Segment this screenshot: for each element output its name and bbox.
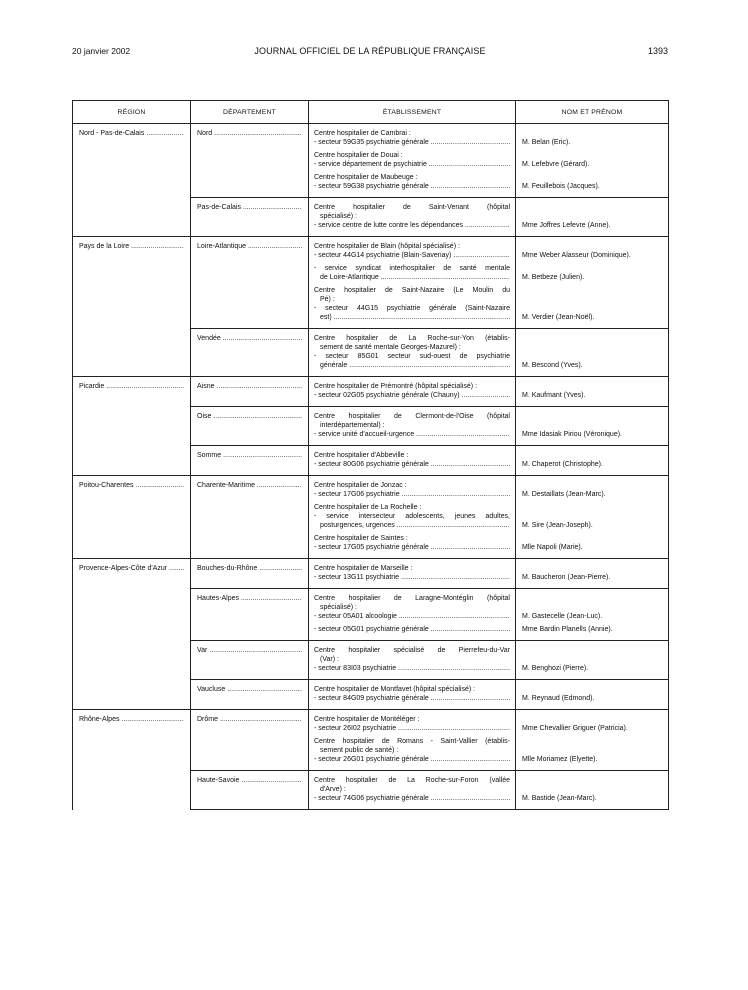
- department-cell: [191, 771, 309, 810]
- establishment-line: - secteur 74G06 psychiatrie générale .....: [314, 794, 510, 803]
- establishment-line: sement public de santé) :: [320, 747, 399, 754]
- spacer: [522, 534, 663, 543]
- department-name: Hautes-Alpes .....: [197, 594, 302, 603]
- table-row: [73, 559, 669, 589]
- establishment-line: Centre hospitalier de Saintes :: [314, 535, 408, 542]
- spacer: [522, 264, 663, 273]
- establishment-line: - secteur 84G09 psychiatrie générale .....: [314, 694, 510, 703]
- person-cell: [516, 377, 669, 407]
- region-name: Rhône-Alpes .....: [79, 715, 184, 724]
- person-name: M. Lefebvre (Gérard).: [522, 161, 590, 168]
- table-row: [73, 124, 669, 198]
- region-cell: [73, 710, 191, 810]
- establishment-entry: [314, 685, 510, 703]
- person-entry: [522, 451, 663, 469]
- person-name: M. Verdier (Jean-Noël).: [522, 314, 595, 321]
- establishment-line: - service département de psychiatrie .....: [314, 160, 510, 169]
- department-cell: [191, 377, 309, 407]
- person-name: M. Bescond (Yves).: [522, 362, 583, 369]
- department-name: Vaucluse .....: [197, 685, 302, 694]
- spacer: [522, 382, 663, 391]
- establishment-entry: [314, 737, 510, 764]
- establishment-line: Centre hospitalier de Jonzac :: [314, 482, 407, 489]
- establishment-line: Centre hospitalier de La Roche-sur-Foron (vallée: [314, 777, 510, 784]
- person-cell: [516, 329, 669, 377]
- establishment-cell: [309, 641, 516, 680]
- establishment-line: - secteur 26I02 psychiatrie .....: [314, 724, 510, 733]
- establishment-entry: [314, 646, 510, 673]
- establishment-entry: [314, 503, 510, 530]
- establishment-entry: [314, 286, 510, 322]
- establishment-line: Centre hospitalier de Saint-Venant (hôpital: [314, 204, 510, 211]
- person-cell: [516, 407, 669, 446]
- establishment-entry: [314, 715, 510, 733]
- establishment-line: spécialisé) :: [320, 604, 357, 611]
- region-name: Pays de la Loire .....: [79, 242, 184, 251]
- spacer: [522, 512, 663, 521]
- establishment-line: - secteur 13G11 psychiatrie .....: [314, 573, 510, 582]
- spacer: [522, 212, 663, 221]
- spacer: [522, 746, 663, 755]
- table-row: [73, 237, 669, 329]
- establishment-entry: [314, 451, 510, 469]
- table-body: [73, 124, 669, 810]
- nominations-table: [72, 100, 669, 810]
- person-name: M. Chaperot (Christophe).: [522, 461, 603, 468]
- person-cell: [516, 680, 669, 710]
- spacer: [522, 129, 663, 138]
- person-entry: [522, 203, 663, 230]
- establishment-entry: [314, 625, 510, 634]
- establishment-cell: [309, 771, 516, 810]
- department-name: Vendée .....: [197, 334, 302, 343]
- spacer: [522, 286, 663, 295]
- establishment-line: Centre hospitalier de Cambrai :: [314, 130, 411, 137]
- person-name: Mlle Napoli (Marie).: [522, 544, 583, 551]
- spacer: [522, 564, 663, 573]
- establishment-entry: [314, 203, 510, 230]
- person-cell: [516, 559, 669, 589]
- establishment-cell: [309, 407, 516, 446]
- person-cell: [516, 589, 669, 641]
- column-header-region: RÉGION: [73, 101, 191, 124]
- department-name: Somme .....: [197, 451, 302, 460]
- spacer: [522, 685, 663, 694]
- establishment-entry: [314, 334, 510, 370]
- establishment-line: - secteur 05G01 psychiatrie générale .....: [314, 625, 510, 634]
- spacer: [522, 451, 663, 460]
- person-cell: [516, 771, 669, 810]
- person-name: M. Benghozi (Pierre).: [522, 665, 589, 672]
- region-name: Poitou-Charentes .....: [79, 481, 184, 490]
- establishment-line: - secteur 05A01 alcoologie .....: [314, 612, 510, 621]
- person-name: Mme Joffres Lefevre (Anne).: [522, 222, 611, 229]
- department-name: Haute-Savoie .....: [197, 776, 302, 785]
- department-cell: [191, 476, 309, 559]
- establishment-entry: [314, 564, 510, 582]
- person-entry: [522, 564, 663, 582]
- person-entry: [522, 776, 663, 803]
- establishment-line: Centre hospitalier de La Roche-sur-Yon (établis-: [314, 335, 510, 342]
- establishment-line: - service unité d'accueil-urgence .....: [314, 430, 510, 439]
- spacer: [522, 481, 663, 490]
- table-header-row: [73, 101, 669, 124]
- person-entry: [522, 286, 663, 322]
- establishment-line: sement de santé mentale Georges-Mazurel) :: [320, 344, 461, 351]
- establishment-line: posturgences, urgences .....: [314, 521, 510, 530]
- person-entry: [522, 715, 663, 733]
- department-cell: [191, 641, 309, 680]
- spacer: [522, 334, 663, 343]
- establishment-cell: [309, 476, 516, 559]
- spacer: [522, 242, 663, 251]
- establishment-line: Centre hospitalier de Laragne-Montéglin (hôpital: [314, 595, 510, 602]
- person-cell: [516, 198, 669, 237]
- department-name: Bouches-du-Rhône .....: [197, 564, 302, 573]
- person-entry: [522, 412, 663, 439]
- establishment-entry: [314, 382, 510, 400]
- establishment-line: Centre hospitalier de Saint-Nazaire (Le Moulin du: [314, 287, 510, 294]
- establishment-line: Pé) :: [320, 296, 335, 303]
- spacer: [522, 173, 663, 182]
- person-entry: [522, 334, 663, 370]
- person-name: M. Gastecelle (Jean-Luc).: [522, 613, 603, 620]
- establishment-line: d'Arve) :: [320, 786, 346, 793]
- person-name: M. Kaufmant (Yves).: [522, 392, 586, 399]
- person-entry: [522, 625, 663, 634]
- region-cell: [73, 559, 191, 710]
- establishment-line: - service syndicat interhospitalier de santé mentale: [314, 265, 510, 272]
- person-cell: [516, 237, 669, 329]
- person-entry: [522, 503, 663, 530]
- establishment-line: - secteur 44G14 psychiatrie (Blain-Savenay) .....: [314, 251, 510, 260]
- spacer: [522, 776, 663, 785]
- establishment-entry: [314, 173, 510, 191]
- department-cell: [191, 680, 309, 710]
- column-header-nom-prenom: NOM ET PRÉNOM: [516, 101, 669, 124]
- spacer: [522, 343, 663, 352]
- person-entry: [522, 173, 663, 191]
- department-cell: [191, 446, 309, 476]
- spacer: [522, 503, 663, 512]
- person-name: Mlle Moriamez (Elyette).: [522, 756, 598, 763]
- department-name: Drôme .....: [197, 715, 302, 724]
- person-name: M. Belan (Eric).: [522, 139, 571, 146]
- spacer: [522, 594, 663, 603]
- establishment-line: (Var) :: [320, 656, 339, 663]
- page-number: 1393: [647, 46, 668, 56]
- department-cell: [191, 124, 309, 198]
- department-cell: [191, 559, 309, 589]
- person-name: Mme Chevallier Griguer (Patricia).: [522, 725, 628, 732]
- journal-title: JOURNAL OFFICIEL DE LA RÉPUBLIQUE FRANÇAISE: [254, 46, 486, 56]
- column-header-departement: DÉPARTEMENT: [191, 101, 309, 124]
- department-name: Aisne .....: [197, 382, 302, 391]
- establishment-cell: [309, 377, 516, 407]
- department-name: Charente-Maritime .....: [197, 481, 302, 490]
- publication-date: 20 janvier 2002: [72, 46, 131, 56]
- establishment-cell: [309, 198, 516, 237]
- table-row: [73, 377, 669, 407]
- establishment-line: - service intersecteur adolescents, jeunes adultes,: [314, 513, 510, 520]
- person-entry: [522, 481, 663, 499]
- establishment-line: de Loire-Atlantique .....: [314, 273, 510, 282]
- establishment-line: Centre hospitalier de La Rochelle :: [314, 504, 422, 511]
- establishment-line: spécialisé) :: [320, 213, 357, 220]
- spacer: [522, 655, 663, 664]
- establishment-cell: [309, 124, 516, 198]
- department-name: Nord .....: [197, 129, 302, 138]
- establishment-line: - secteur 59G38 psychiatrie générale .....: [314, 182, 510, 191]
- establishment-cell: [309, 559, 516, 589]
- establishment-line: - service centre de lutte contre les dépendances .....: [314, 221, 510, 230]
- person-name: Mme Weber Alasseur (Dominique).: [522, 252, 631, 259]
- establishment-line: - secteur 17G05 psychiatrie générale .....: [314, 543, 510, 552]
- establishment-line: Centre hospitalier spécialisé de Pierrefeu-du-Var: [314, 647, 510, 654]
- person-entry: [522, 382, 663, 400]
- establishment-line: - secteur 02G05 psychiatrie générale (Chauny) .....: [314, 391, 510, 400]
- spacer: [522, 715, 663, 724]
- region-name: Nord - Pas-de-Calais .....: [79, 129, 184, 138]
- establishment-entry: [314, 151, 510, 169]
- spacer: [522, 603, 663, 612]
- page-header: [72, 46, 668, 60]
- establishment-entry: [314, 264, 510, 282]
- person-entry: [522, 685, 663, 703]
- establishment-line: Centre hospitalier de Montfavet (hôpital spécialisé) :: [314, 686, 476, 693]
- spacer: [522, 352, 663, 361]
- establishment-line: Centre hospitalier de Clermont-de-l'Oise (hôpital: [314, 413, 510, 420]
- establishment-line: - secteur 80G06 psychiatrie générale .....: [314, 460, 510, 469]
- establishment-line: interdépartemental) :: [320, 422, 385, 429]
- region-name: Provence-Alpes-Côte d'Azur .....: [79, 564, 184, 573]
- establishment-entry: [314, 594, 510, 621]
- person-entry: [522, 646, 663, 673]
- person-entry: [522, 737, 663, 764]
- table-row: [73, 476, 669, 559]
- region-cell: [73, 476, 191, 559]
- person-name: M. Reynaud (Edmond).: [522, 695, 595, 702]
- person-entry: [522, 594, 663, 621]
- spacer: [522, 151, 663, 160]
- establishment-line: Centre hospitalier d'Abbeville :: [314, 452, 409, 459]
- department-cell: [191, 407, 309, 446]
- person-entry: [522, 242, 663, 260]
- establishment-line: générale .....: [314, 361, 510, 370]
- spacer: [522, 412, 663, 421]
- person-name: M. Betbeze (Julien).: [522, 274, 585, 281]
- person-name: Mme Idasiak Piriou (Véronique).: [522, 431, 622, 438]
- person-name: M. Destaillats (Jean-Marc).: [522, 491, 606, 498]
- spacer: [522, 737, 663, 746]
- department-cell: [191, 237, 309, 329]
- spacer: [522, 295, 663, 304]
- department-name: Var .....: [197, 646, 302, 655]
- column-header-etablissement: ÉTABLISSEMENT: [309, 101, 516, 124]
- region-cell: [73, 237, 191, 377]
- establishment-line: - secteur 59G35 psychiatrie générale .....: [314, 138, 510, 147]
- department-cell: [191, 589, 309, 641]
- spacer: [522, 203, 663, 212]
- establishment-entry: [314, 129, 510, 147]
- department-name: Loire-Atlantique .....: [197, 242, 302, 251]
- spacer: [522, 304, 663, 313]
- person-cell: [516, 446, 669, 476]
- person-entry: [522, 534, 663, 552]
- person-cell: [516, 124, 669, 198]
- department-cell: [191, 710, 309, 771]
- establishment-entry: [314, 242, 510, 260]
- person-cell: [516, 641, 669, 680]
- establishment-line: Centre hospitalier de Blain (hôpital spécialisé) :: [314, 243, 460, 250]
- establishment-entry: [314, 481, 510, 499]
- table-row: [73, 710, 669, 771]
- department-name: Oise .....: [197, 412, 302, 421]
- establishment-line: - secteur 83I03 psychiatrie .....: [314, 664, 510, 673]
- spacer: [522, 785, 663, 794]
- person-cell: [516, 710, 669, 771]
- region-cell: [73, 377, 191, 476]
- region-name: Picardie .....: [79, 382, 184, 391]
- person-name: Mme Bardin Planells (Annie).: [522, 626, 613, 633]
- establishment-entry: [314, 534, 510, 552]
- establishment-cell: [309, 680, 516, 710]
- establishment-line: - secteur 44G15 psychiatrie générale (Saint-Nazaire: [314, 305, 510, 312]
- establishment-entry: [314, 776, 510, 803]
- department-name: Pas-de-Calais .....: [197, 203, 302, 212]
- establishment-cell: [309, 237, 516, 329]
- person-name: M. Bastide (Jean-Marc).: [522, 795, 597, 802]
- establishment-line: - secteur 85G01 secteur sud-ouest de psychiatrie: [314, 353, 510, 360]
- establishment-entry: [314, 412, 510, 439]
- person-name: M. Baucheron (Jean-Pierre).: [522, 574, 611, 581]
- establishment-line: Centre hospitalier de Prémontré (hôpital spécialisé) :: [314, 383, 478, 390]
- spacer: [522, 646, 663, 655]
- person-name: M. Feuillebois (Jacques).: [522, 183, 600, 190]
- person-cell: [516, 476, 669, 559]
- establishment-line: - secteur 26G01 psychiatrie générale .....: [314, 755, 510, 764]
- establishment-line: est) .....: [314, 313, 510, 322]
- establishment-line: Centre hospitalier de Romans - Saint-Vallier (établis-: [314, 738, 510, 745]
- establishment-cell: [309, 329, 516, 377]
- establishment-line: - secteur 17G06 psychiatrie .....: [314, 490, 510, 499]
- spacer: [522, 421, 663, 430]
- person-entry: [522, 264, 663, 282]
- person-entry: [522, 129, 663, 147]
- person-entry: [522, 151, 663, 169]
- department-cell: [191, 198, 309, 237]
- department-cell: [191, 329, 309, 377]
- establishment-line: Centre hospitalier de Maubeuge :: [314, 174, 418, 181]
- establishment-cell: [309, 710, 516, 771]
- person-name: M. Sire (Jean-Joseph).: [522, 522, 593, 529]
- establishment-cell: [309, 589, 516, 641]
- region-cell: [73, 124, 191, 237]
- establishment-line: Centre hospitalier de Douai :: [314, 152, 403, 159]
- establishment-cell: [309, 446, 516, 476]
- establishment-line: Centre hospitalier de Montéléger :: [314, 716, 420, 723]
- establishment-line: Centre hospitalier de Marseille :: [314, 565, 413, 572]
